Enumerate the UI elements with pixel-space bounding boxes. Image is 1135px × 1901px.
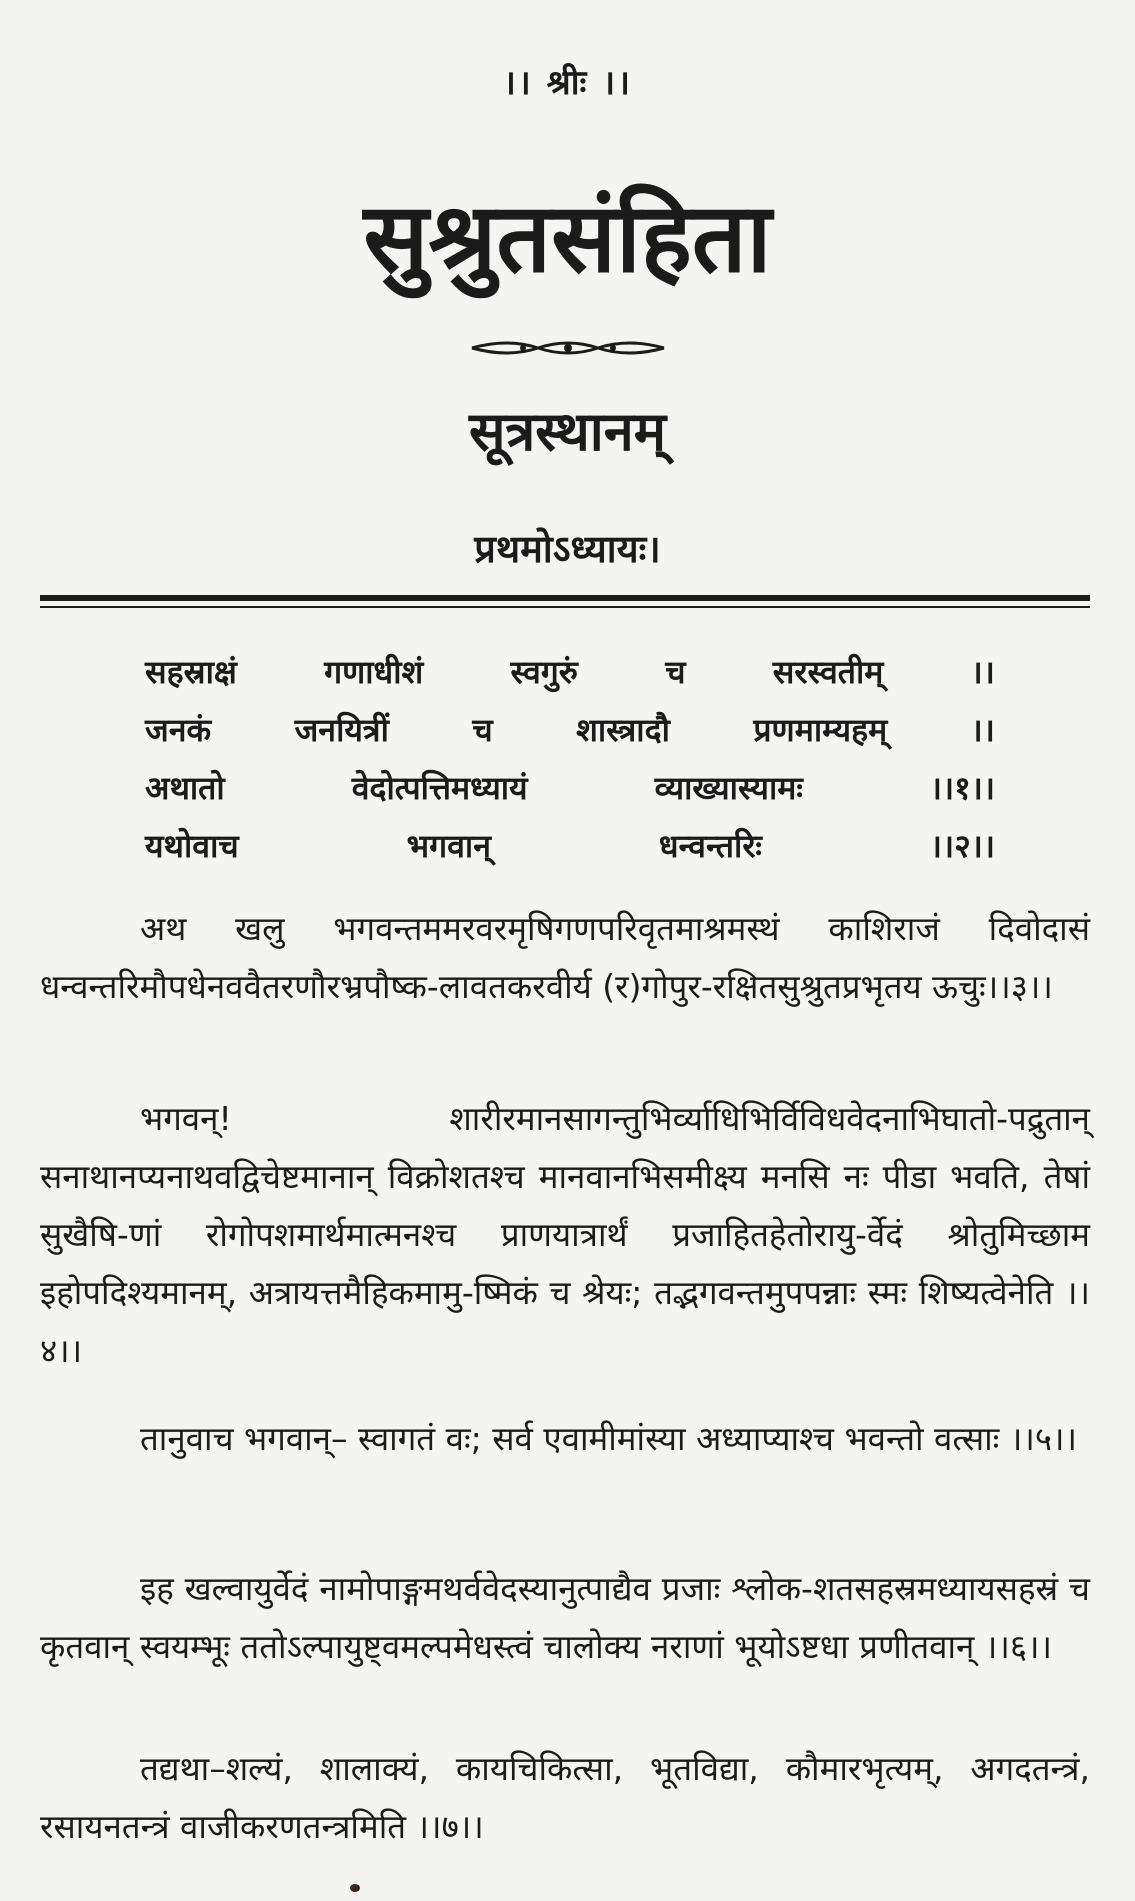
verse-line (145, 708, 995, 766)
prose-section (40, 1560, 1090, 1676)
section-title: सूत्रस्थानम् (469, 400, 666, 463)
divider-rule-thick (40, 595, 1090, 601)
verse-number: ।।२।। (929, 827, 995, 865)
verse-word: च (472, 711, 493, 749)
verse-word: अथातो (145, 769, 225, 807)
verse-number: ।।१।। (929, 769, 995, 807)
book-title: सुश्रुतसंहिता (363, 182, 772, 294)
prose-section (40, 1410, 1090, 1468)
prose-section (40, 1090, 1090, 1380)
verse-word: सहस्राक्षं (145, 653, 237, 691)
verse-word: धन्वन्तरिः (658, 827, 762, 865)
paragraph-6: इह खल्वायुर्वेदं नामोपाङ्गमथर्ववेदस्यानुत्पाद्यैव प्रजाः श्लोक-शतसहस्रमध्यायसहस्रं च कृतवान् स्वयम्भूः ततोऽल्पायुष्ट्वमल्पमेधस्त्वं चालोक्य नराणां भूयोऽष्टधा प्रणीतवान् ।।६।। (40, 1569, 1090, 1666)
divider-rule-thin (40, 606, 1090, 608)
verse-word: शास्त्रादौ (576, 711, 670, 749)
verse-word: भगवान् (406, 827, 491, 865)
ink-speck (350, 1884, 360, 1892)
verse-word: सरस्वतीम् (772, 653, 884, 691)
verse-word: च (665, 653, 686, 691)
verse-marker: ।। (970, 653, 995, 691)
verse-line (145, 650, 995, 708)
verse-word: जनयित्रीं (294, 711, 389, 749)
verse-word: जनकं (145, 711, 212, 749)
verse-marker: ।। (970, 711, 995, 749)
prose-section (40, 900, 1090, 1016)
chapter-title: प्रथमोऽध्यायः। (474, 527, 661, 571)
verse-word: वेदोत्पत्तिमध्यायं (351, 769, 528, 807)
paragraph-5: तानुवाच भगवान्– स्वागतं वः; सर्व एवामीमांस्या अध्याप्याश्च भवन्तो वत्साः ।।५।। (140, 1419, 1078, 1458)
prose-section (40, 1740, 1090, 1856)
paragraph-7: तद्यथा–शल्यं, शालाक्यं, कायचिकित्सा, भूतविद्या, कौमारभृत्यम्, अगदतन्त्रं, रसायनतन्त्रं वाजीकरणतन्त्रमिति ।।७।। (40, 1749, 1090, 1846)
verse-line (145, 766, 995, 824)
verse-word: यथोवाच (145, 827, 239, 865)
verse-word: व्याख्यास्यामः (654, 769, 803, 807)
verse-block (145, 650, 995, 882)
verse-line (145, 824, 995, 882)
verse-word: प्रणमाम्यहम् (753, 711, 888, 749)
ornament-divider-icon (468, 330, 668, 366)
invocation-heading: ।। श्रीः ।। (503, 63, 632, 103)
paragraph-4: भगवन्! शारीरमानसागन्तुभिर्व्याधिभिर्विविधवेदनाभिघातो-पद्रुतान् सनाथानप्यनाथवद्विचेष्टमानान् विक्रोशतश्च मानवानभिसमीक्ष्य मनसि नः पीडा भवति, तेषां सुखैषि-णां रोगोपशमार्थमात्मनश्च प्राणयात्रार्थं प्रजाहितहेतोरायु-र्वेदं श्रोतुमिच्छाम इहोपदिश्यमानम्, अत्रायत्तमैहिकमामु-ष्मिकं च श्रेयः; तद्भगवन्तमुपपन्नाः स्मः शिष्यत्वेनेति ।।४।। (40, 1099, 1090, 1370)
paragraph-3: अथ खलु भगवन्तममरवरमृषिगणपरिवृतमाश्रमस्थं काशिराजं दिवोदासं धन्वन्तरिमौपधेनववैतरणौरभ्रपौष्क-लावतकरवीर्य (र)गोपुर-रक्षितसुश्रुतप्रभृतय ऊचुः।।३।। (40, 909, 1090, 1006)
verse-word: स्वगुरुं (510, 653, 578, 691)
verse-word: गणाधीशं (324, 653, 424, 691)
